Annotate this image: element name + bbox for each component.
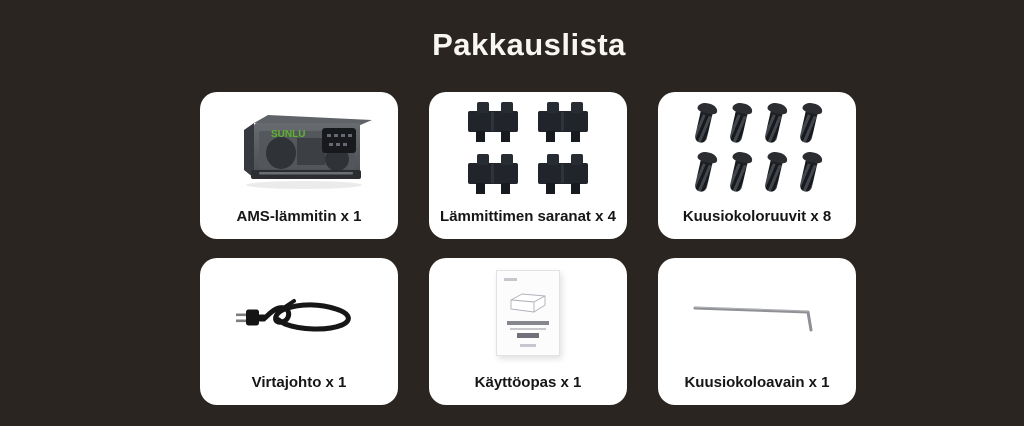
hinge-clips-image [429, 92, 627, 209]
device-shadow [246, 181, 362, 189]
hex-screw [793, 150, 824, 196]
manual-subtitle-line [510, 328, 546, 330]
item-label-ams-heater: AMS-lämmitin x 1 [236, 208, 362, 225]
card-user-manual [429, 258, 627, 405]
heater-device-graphic [224, 108, 374, 194]
hinge-group [468, 102, 588, 194]
item-label-power-cord: Virtajohto x 1 [251, 374, 347, 391]
hinge-clip [538, 102, 588, 142]
card-hex-key [658, 258, 856, 405]
hinge-clip [468, 154, 518, 194]
allen-key-shape [695, 308, 811, 330]
manual-footer-line [520, 344, 536, 347]
manual-cover-drawing [509, 291, 547, 315]
hex-screw [758, 101, 789, 147]
device-spool-left [266, 137, 296, 169]
hex-screw [688, 101, 719, 147]
device-base-groove [259, 172, 353, 175]
hex-key-image [658, 258, 856, 375]
screws-image [658, 92, 856, 209]
item-label-screws: Kuusiokoloruuvit x 8 [682, 208, 832, 225]
hex-key-graphic [687, 297, 827, 337]
hinge-clip [468, 102, 518, 142]
device-brand-logo: SUNLU [271, 128, 306, 140]
power-cord-graphic [233, 289, 365, 345]
device-center-recess [297, 138, 325, 165]
cable-coil [265, 304, 348, 328]
page-title: Pakkauslista [432, 27, 626, 62]
manual-dark-bar [517, 333, 539, 338]
item-label-hinges: Lämmittimen saranat x 4 [440, 208, 616, 225]
hinge-clip [538, 154, 588, 194]
device-left-face [244, 123, 254, 178]
hex-screw [758, 150, 789, 196]
hex-screw [723, 150, 754, 196]
item-label-manual: Käyttöopas x 1 [474, 374, 582, 391]
manual-title-line [507, 321, 549, 325]
card-hex-screws [658, 92, 856, 239]
manual-logo-mark [504, 278, 517, 281]
hex-screw [793, 101, 824, 147]
power-cord-image [200, 258, 398, 375]
plug-prong [236, 313, 247, 316]
packing-items-grid [200, 92, 856, 405]
plug-prong [236, 319, 247, 322]
manual-booklet [496, 270, 560, 356]
card-ams-heater [200, 92, 398, 239]
item-label-hex-key: Kuusiokoloavain x 1 [684, 374, 830, 391]
plug-body [246, 309, 259, 325]
card-power-cord [200, 258, 398, 405]
manual-booklet-image [429, 258, 627, 375]
heater-device-image [200, 92, 398, 209]
screw-group [693, 103, 822, 194]
hex-screw [688, 150, 719, 196]
hex-screw [723, 101, 754, 147]
device-control-panel [322, 128, 356, 153]
card-heater-hinges [429, 92, 627, 239]
